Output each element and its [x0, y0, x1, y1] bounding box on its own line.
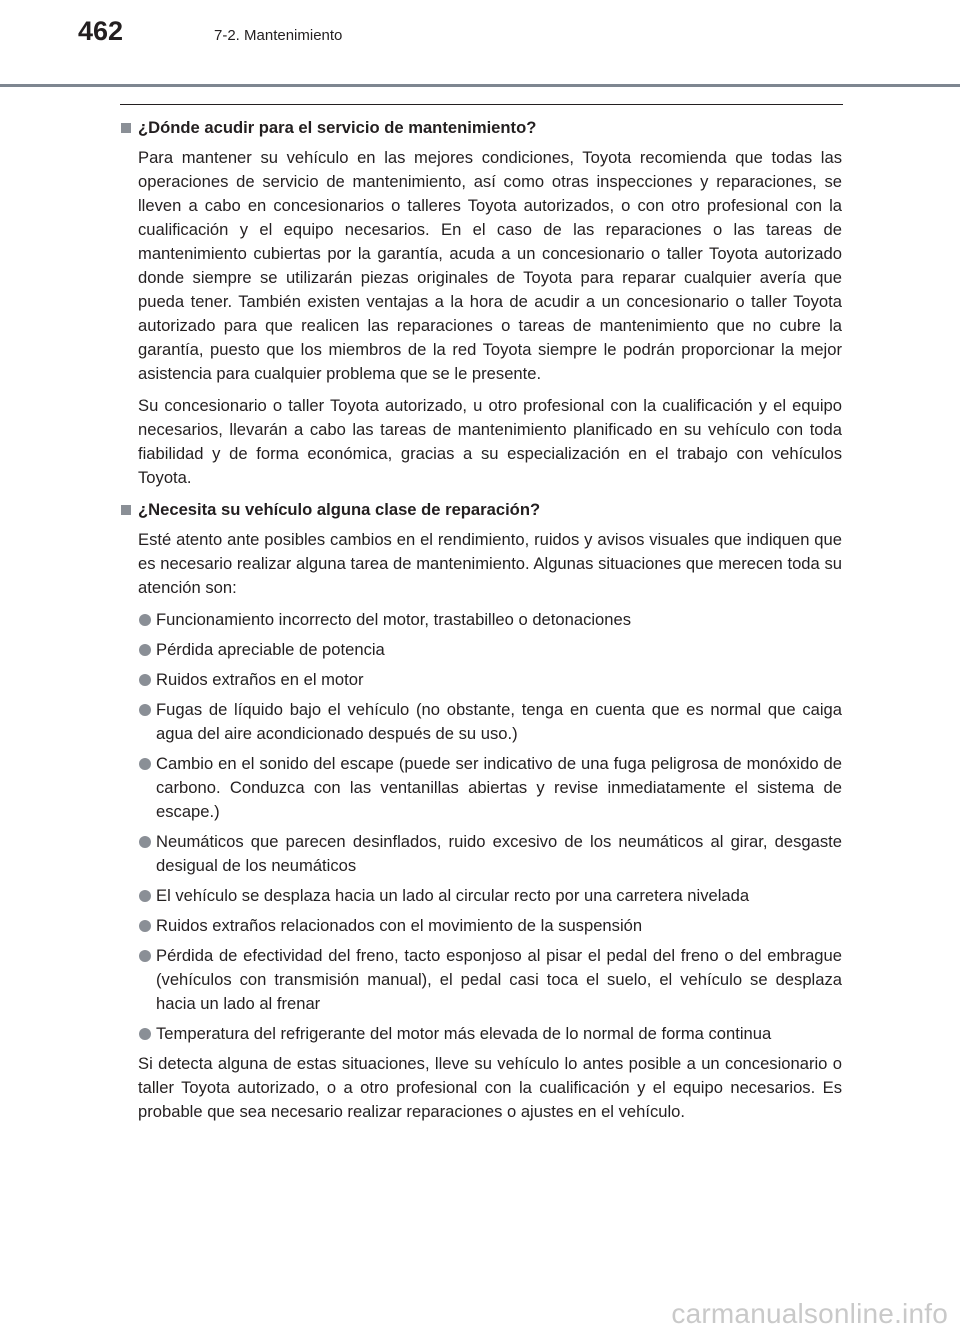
list-item: [120, 752, 842, 824]
list-item: [120, 830, 842, 878]
page-content: [120, 116, 842, 1132]
circle-bullet-icon: [139, 920, 151, 932]
paragraph: Esté atento ante posibles cambios en el rendimiento, ruidos y avisos visuales que indiquen que es necesario realizar alguna tarea de mantenimiento. Algunas situaciones que merecen toda su atención son:: [138, 530, 842, 597]
list-item: [120, 1022, 842, 1046]
list-item-text: Temperatura del refrigerante del motor más elevada de lo normal de forma continua: [156, 1024, 772, 1043]
circle-bullet-icon: [139, 1028, 151, 1040]
circle-bullet-icon: [139, 758, 151, 770]
circle-bullet-icon: [139, 614, 151, 626]
list-item-text: El vehículo se desplaza hacia un lado al circular recto por una carretera nivelada: [156, 886, 750, 905]
list-item-text: Neumáticos que parecen desinflados, ruido excesivo de los neumáticos al girar, desgaste desigual de los neumáticos: [156, 832, 842, 875]
symptom-list: [120, 608, 842, 1046]
circle-bullet-icon: [139, 836, 151, 848]
list-item-text: Pérdida de efectividad del freno, tacto esponjoso al pisar el pedal del freno o del embrague (vehículos con transmisión manual), el pedal casi toca el suelo, el vehículo se desplaza hacia un lado al frenar: [156, 946, 842, 1013]
list-item-text: Ruidos extraños en el motor: [156, 670, 364, 689]
section-heading: [120, 498, 842, 522]
circle-bullet-icon: [139, 704, 151, 716]
section-title: 7-2. Mantenimiento: [214, 27, 343, 44]
list-item: [120, 608, 842, 632]
list-item: [120, 698, 842, 746]
circle-bullet-icon: [139, 950, 151, 962]
paragraph: Su concesionario o taller Toyota autorizado, u otro profesional con la cualificación y el equipo necesarios, llevarán a cabo las tareas de mantenimiento planificado en su vehículo con toda fiabilidad y de forma económica, gracias a su especialización en el trabajo con vehículos Toyota.: [138, 396, 842, 487]
divider: [120, 104, 843, 105]
section-heading-text: ¿Dónde acudir para el servicio de mantenimiento?: [138, 118, 537, 137]
header-rule: [0, 84, 960, 87]
circle-bullet-icon: [139, 674, 151, 686]
list-item-text: Pérdida apreciable de potencia: [156, 640, 385, 659]
section-heading-text: ¿Necesita su vehículo alguna clase de reparación?: [138, 500, 541, 519]
paragraph: Si detecta alguna de estas situaciones, lleve su vehículo lo antes posible a un concesionario o taller Toyota autorizado, o a otro profesional con la cualificación y el equipo necesarios. Es probable que sea necesario realizar reparaciones o ajustes en el vehículo.: [138, 1054, 842, 1121]
list-item-text: Funcionamiento incorrecto del motor, trastabilleo o detonaciones: [156, 610, 632, 629]
watermark: carmanualsonline.info: [671, 1298, 948, 1329]
list-item-text: Ruidos extraños relacionados con el movimiento de la suspensión: [156, 916, 643, 935]
list-item-text: Cambio en el sonido del escape (puede ser indicativo de una fuga peligrosa de monóxido de carbono. Conduzca con las ventanillas abiertas y revise inmediatamente el sistema de escape.): [156, 754, 842, 821]
circle-bullet-icon: [139, 644, 151, 656]
list-item: [120, 668, 842, 692]
list-item-text: Fugas de líquido bajo el vehículo (no obstante, tenga en cuenta que es normal que caiga agua del aire acondicionado después de su uso.): [156, 700, 842, 743]
square-bullet-icon: [121, 123, 131, 133]
list-item: [120, 638, 842, 662]
list-item: [120, 944, 842, 1016]
list-item: [120, 914, 842, 938]
section-heading: [120, 116, 842, 140]
list-item: [120, 884, 842, 908]
page-number: 462: [78, 16, 124, 46]
paragraph: Para mantener su vehículo en las mejores condiciones, Toyota recomienda que todas las operaciones de servicio de mantenimiento, así como otras inspecciones y reparaciones, se lleven a cabo en concesionarios o talleres Toyota autorizados, o con otro profesional con la cualificación y el equipo necesarios. En el caso de las reparaciones o las tareas de mantenimiento cubiertas por la garantía, acuda a un concesionario o taller Toyota autorizado donde siempre se utilizarán piezas originales de Toyota para reparar cualquier avería que pueda tener. También existen ventajas a la hora de acudir a un concesionario o taller Toyota autorizado para que realicen las reparaciones o tareas de mantenimiento que no cubre la garantía, puesto que los miembros de la red Toyota siempre le podrán proporcionar la mejor asistencia para cualquier problema que se le presente.: [138, 148, 842, 383]
square-bullet-icon: [121, 505, 131, 515]
page-header: [0, 0, 960, 86]
circle-bullet-icon: [139, 890, 151, 902]
